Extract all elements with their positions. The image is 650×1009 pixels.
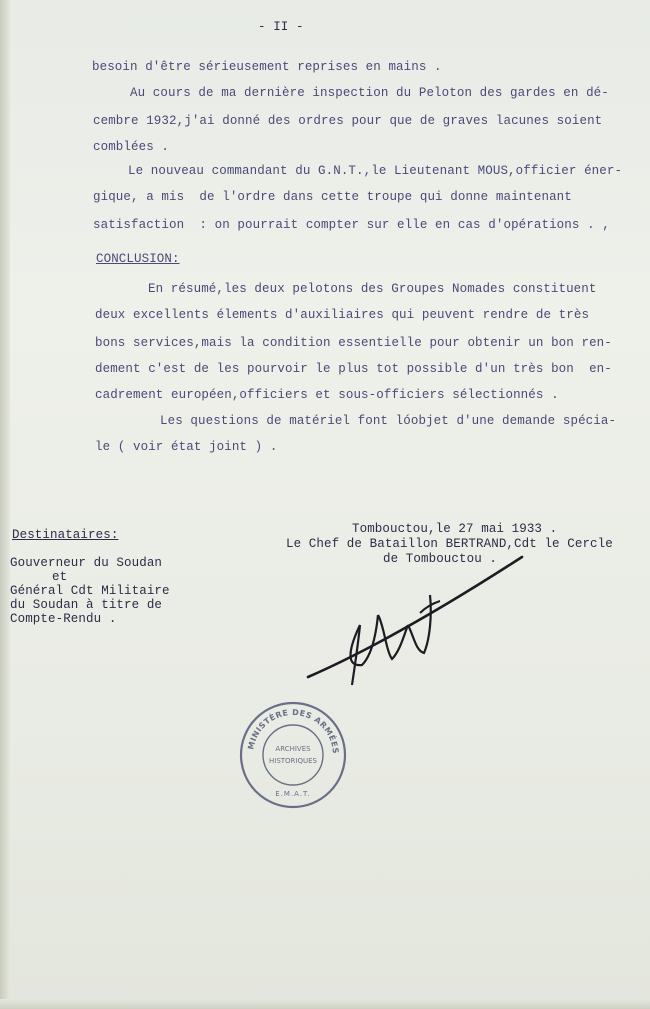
conclusion-heading: CONCLUSION:	[96, 252, 180, 266]
stamp-bottom-text: E.M.A.T.	[275, 790, 311, 798]
paragraph-line-7: satisfaction : on pourrait compter sur elle en cas d'opérations . ,	[93, 218, 610, 232]
paragraph-line-3: cembre 1932,j'ai donné des ordres pour que de graves lacunes soient	[93, 114, 603, 128]
recipient-line-5: Compte-Rendu .	[10, 612, 117, 626]
paragraph-line-4: comblées .	[93, 140, 170, 154]
signatory-line-2: de Tombouctou .	[383, 552, 498, 566]
page-number: - II -	[258, 20, 304, 34]
stamp-inner-line-1: ARCHIVES	[275, 745, 311, 753]
paragraph-line-10: bons services,mais la condition essentielle pour obtenir un bon ren-	[95, 336, 612, 350]
recipient-line-3: Général Cdt Militaire	[10, 584, 170, 598]
signatory-line-1: Le Chef de Bataillon BERTRAND,Cdt le Cercle	[286, 537, 613, 551]
page-edge-bottom	[0, 999, 650, 1009]
page-edge-left	[0, 0, 10, 1009]
recipient-line-4: du Soudan à titre de	[10, 598, 163, 612]
recipient-line-2: et	[52, 570, 68, 584]
paragraph-line-8: En résumé,les deux pelotons des Groupes Nomades constituent	[148, 282, 597, 296]
paragraph-line-5: Le nouveau commandant du G.N.T.,le Lieutenant MOUS,officier éner-	[128, 164, 623, 178]
handwritten-signature	[300, 555, 530, 690]
paragraph-line-2: Au cours de ma dernière inspection du Peloton des gardes en dé-	[130, 86, 609, 100]
paragraph-line-1: besoin d'être sérieusement reprises en mains .	[92, 60, 442, 74]
paragraph-line-6: gique, a mis de l'ordre dans cette troupe qui donne maintenant	[93, 190, 572, 204]
place-date: Tombouctou,le 27 mai 1933 .	[352, 522, 558, 536]
paragraph-line-11: dement c'est de les pourvoir le plus tot possible d'un très bon en-	[95, 362, 612, 376]
paragraph-line-14: le ( voir état joint ) .	[95, 440, 278, 454]
stamp-outer-text: MINISTÈRE DES ARMÉES	[246, 707, 341, 755]
archive-stamp	[238, 700, 348, 810]
recipient-line-1: Gouverneur du Soudan	[10, 556, 163, 570]
paragraph-line-12: cadrement européen,officiers et sous-officiers sélectionnés .	[95, 388, 559, 402]
paragraph-line-13: Les questions de matériel font lóobjet d'une demande spécia-	[160, 414, 617, 428]
stamp-inner-line-2: HISTORIQUES	[269, 757, 317, 765]
recipients-heading: Destinataires:	[12, 528, 119, 542]
paragraph-line-9: deux excellents élements d'auxiliaires qui peuvent rendre de très	[95, 308, 590, 322]
